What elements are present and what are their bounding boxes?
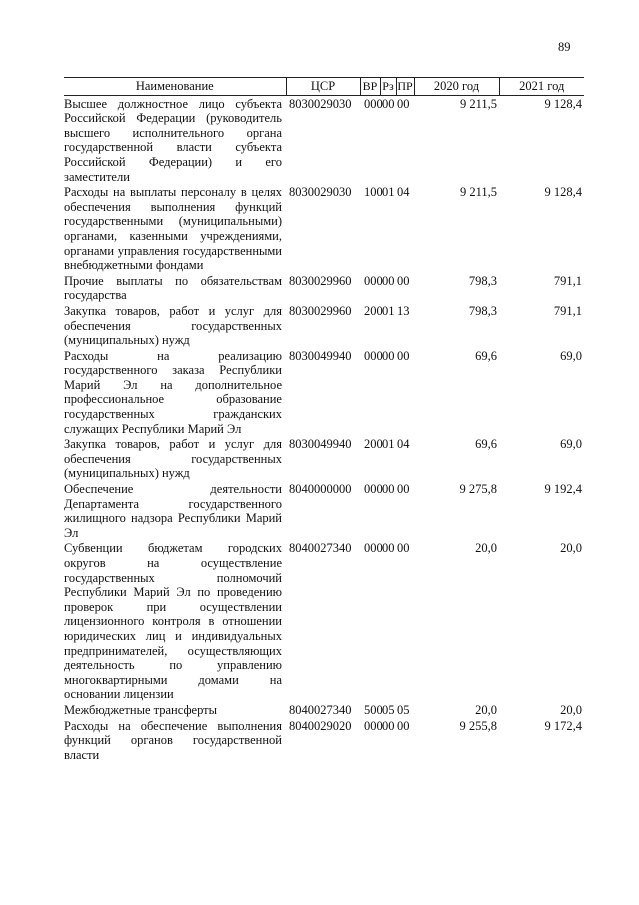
row-rz: 01 [382, 437, 395, 452]
row-pr: 13 [397, 303, 410, 318]
row-rz: 05 [382, 702, 395, 717]
header-pr: ПР [396, 78, 414, 96]
header-2021: 2021 год [499, 78, 584, 96]
row-2021-value: 9 128,4 [544, 185, 582, 200]
row-2020-value: 9 275,8 [459, 482, 497, 497]
row-vr: 100 [364, 185, 383, 200]
row-rz: 00 [382, 482, 395, 497]
row-name: Расходы на обеспечение выполнения функций органов государственной власти [64, 718, 282, 762]
row-csr: 8030049940 [289, 348, 352, 363]
table-row [64, 273, 584, 303]
row-name: Межбюджетные трансферты [64, 702, 218, 717]
row-vr: 000 [364, 482, 383, 497]
row-csr: 8030029030 [289, 185, 352, 200]
row-vr: 500 [364, 702, 383, 717]
budget-table [64, 77, 584, 762]
row-vr: 000 [364, 718, 383, 733]
row-2021-value: 69,0 [560, 348, 582, 363]
row-2020-value: 798,3 [468, 303, 497, 318]
row-vr: 000 [364, 273, 383, 288]
table-row [64, 348, 584, 437]
row-rz: 00 [382, 348, 395, 363]
table-row [64, 540, 584, 702]
page-number: 89 [558, 40, 571, 54]
row-2020-value: 69,6 [475, 348, 497, 363]
row-2021-value: 69,0 [560, 437, 582, 452]
header-name: Наименование [64, 78, 286, 96]
row-pr: 00 [397, 96, 410, 111]
row-vr: 000 [364, 96, 383, 111]
row-csr: 8040000000 [289, 482, 352, 497]
header-csr: ЦСР [286, 78, 360, 96]
row-csr: 8030029030 [289, 96, 352, 111]
row-vr: 200 [364, 303, 383, 318]
row-vr: 000 [364, 541, 383, 556]
header-rz: Рз [380, 78, 396, 96]
table-row [64, 702, 584, 718]
row-pr: 00 [397, 482, 410, 497]
row-pr: 05 [397, 702, 410, 717]
row-name: Высшее должностное лицо субъекта Российской Федерации (руководитель высшего исполнительного органа государственной власти субъекта Российской Федерации) и его заместители [64, 96, 282, 184]
row-pr: 04 [397, 185, 410, 200]
row-2021-value: 9 128,4 [544, 96, 582, 111]
table-row [64, 481, 584, 540]
row-2021-value: 791,1 [553, 273, 582, 288]
row-2021-value: 9 172,4 [544, 718, 582, 733]
row-csr: 8040029020 [289, 718, 352, 733]
row-2020-value: 798,3 [468, 273, 497, 288]
row-2020-value: 9 211,5 [459, 185, 497, 200]
table-body [64, 95, 584, 762]
row-csr: 8030029960 [289, 273, 352, 288]
row-2021-value: 791,1 [553, 303, 582, 318]
row-name: Закупка товаров, работ и услуг для обеспечения государственных (муниципальных) нужд [64, 303, 282, 348]
table-row [64, 436, 584, 481]
row-pr: 00 [397, 541, 410, 556]
row-csr: 8040027340 [289, 702, 352, 717]
row-2021-value: 20,0 [560, 541, 582, 556]
row-name: Прочие выплаты по обязательствам государства [64, 273, 282, 303]
table-header [64, 78, 584, 96]
row-csr: 8040027340 [289, 541, 352, 556]
row-rz: 00 [382, 96, 395, 111]
table-row [64, 95, 584, 184]
row-rz: 01 [382, 185, 395, 200]
row-vr: 200 [364, 437, 383, 452]
table-row [64, 303, 584, 348]
row-2020-value: 9 255,8 [459, 718, 497, 733]
row-name: Расходы на выплаты персоналу в целях обеспечения выполнения функций государственными (муниципальными) органами, казенными учреждениями, органами управления государственными внебюджетными фондами [64, 185, 282, 273]
row-vr: 000 [364, 348, 383, 363]
row-name: Субвенции бюджетам городских округов на осуществление государственных полномочий Республики Марий Эл по проведению проверок при осуществлении лицензионного контроля в отношении юридических лиц и индивидуальных предпринимателей, осуществляющих деятельность по управлению многоквартирными домами на основании лицензии [64, 541, 282, 702]
row-2021-value: 20,0 [560, 702, 582, 717]
row-pr: 00 [397, 718, 410, 733]
row-rz: 01 [382, 303, 395, 318]
table-row [64, 718, 584, 763]
row-rz: 00 [382, 273, 395, 288]
row-2021-value: 9 192,4 [544, 482, 582, 497]
row-2020-value: 69,6 [475, 437, 497, 452]
row-rz: 00 [382, 541, 395, 556]
row-csr: 8030049940 [289, 437, 352, 452]
row-2020-value: 9 211,5 [459, 96, 497, 111]
row-name: Обеспечение деятельности Департамента государственного жилищного надзора Республики Марий Эл [64, 482, 282, 540]
header-vr: ВР [360, 78, 380, 96]
row-2020-value: 20,0 [475, 541, 497, 556]
row-name: Закупка товаров, работ и услуг для обеспечения государственных (муниципальных) нужд [64, 437, 282, 481]
table-row [64, 184, 584, 273]
row-2020-value: 20,0 [475, 702, 497, 717]
row-pr: 04 [397, 437, 410, 452]
row-rz: 00 [382, 718, 395, 733]
row-name: Расходы на реализацию государственного заказа Республики Марий Эл на дополнительное профессиональное образование государственных гражданских служащих Республики Марий Эл [64, 348, 282, 436]
header-2020: 2020 год [414, 78, 499, 96]
row-csr: 8030029960 [289, 303, 352, 318]
row-pr: 00 [397, 348, 410, 363]
row-pr: 00 [397, 273, 410, 288]
